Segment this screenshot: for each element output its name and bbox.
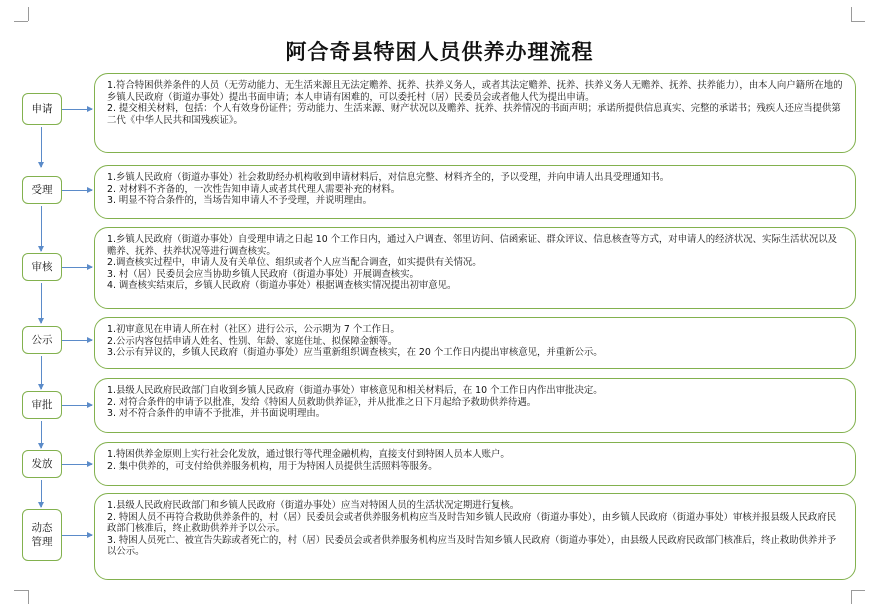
crop-mark-bottom-right bbox=[851, 590, 852, 604]
step-box-dynamic-management bbox=[94, 493, 856, 580]
stage-disburse bbox=[22, 450, 62, 478]
step-line: 4. 调查核实结束后，乡镇人民政府（街道办事处）根据调查核实情况提出初审意见。 bbox=[107, 280, 457, 291]
stage-publicize bbox=[22, 326, 62, 354]
connector-arrow bbox=[62, 340, 92, 341]
stage-dynamic-management bbox=[22, 509, 62, 561]
step-box-disburse bbox=[94, 442, 856, 486]
step-line: 2.调查核实过程中，申请人及有关单位、组织或者个人应当配合调查，如实提供有关情况。 bbox=[107, 257, 482, 268]
step-line: 1.乡镇人民政府（街道办事处）自受理申请之日起 10 个工作日内，通过入户调查、邻里访问、信函索证、群众评议、信息核查等方式，对申请人的经济状况、实际生活状况以及赡养、抚养、扶养状况等进行调查核实。 bbox=[107, 234, 837, 257]
crop-mark-bottom-left bbox=[28, 590, 29, 604]
flow-down-arrow bbox=[41, 356, 42, 389]
stage-label: 发放 bbox=[31, 458, 53, 470]
crop-mark-top-right bbox=[851, 21, 865, 22]
stage-label-line-1: 动态 bbox=[31, 522, 53, 534]
stage-approve bbox=[22, 391, 62, 419]
crop-mark-top-left bbox=[28, 7, 29, 21]
flow-down-arrow bbox=[41, 283, 42, 323]
step-box-publicize bbox=[94, 317, 856, 369]
step-line: 2. 集中供养的，可支付给供养服务机构，用于为特困人员提供生活照料等服务。 bbox=[107, 460, 438, 472]
connector-arrow bbox=[62, 535, 92, 536]
step-box-approve bbox=[94, 378, 856, 433]
stage-apply bbox=[22, 93, 62, 125]
stage-accept bbox=[22, 176, 62, 204]
step-box-review bbox=[94, 227, 856, 309]
step-line: 1.乡镇人民政府（街道办事处）社会救助经办机构收到申请材料后，对信息完整、材料齐全的，予以受理，并向申请人出具受理通知书。 bbox=[107, 172, 670, 183]
crop-mark-bottom-right bbox=[851, 590, 865, 591]
step-line: 3. 特困人员死亡、被宣告失踪或者死亡的，村（居）民委员会或者供养服务机构应当及时告知乡镇人民政府（街道办事处），由县级人民政府民政部门核准后，终止救助供养并予以公示。 bbox=[107, 534, 837, 557]
crop-mark-bottom-left bbox=[14, 590, 28, 591]
crop-mark-top-right bbox=[851, 7, 852, 21]
flow-down-arrow bbox=[41, 206, 42, 251]
flow-down-arrow bbox=[41, 480, 42, 507]
page-title: 阿合奇县特困人员供养办理流程 bbox=[285, 40, 594, 64]
step-line: 1.县级人民政府民政部门和乡镇人民政府（街道办事处）应当对特困人员的生活状况定期进行复核。 bbox=[107, 500, 520, 511]
stage-label-line-2: 管理 bbox=[31, 536, 53, 548]
step-line: 1.特困供养金原则上实行社会化发放，通过银行等代理金融机构，直接支付到特困人员本人账户。 bbox=[107, 449, 510, 460]
flow-down-arrow bbox=[41, 421, 42, 448]
step-line: 3.公示有异议的，乡镇人民政府（街道办事处）应当重新组织调查核实，在 20 个工作日内提出审核意见，并重新公示。 bbox=[107, 347, 603, 358]
step-line: 1.县级人民政府民政部门自收到乡镇人民政府（街道办事处）审核意见和相关材料后，在 10 个工作日内作出审批决定。 bbox=[107, 385, 603, 396]
step-line: 1.符合特困供养条件的人员（无劳动能力、无生活来源且无法定赡养、抚养、扶养义务人，或者其法定赡养、抚养、扶养义务人无赡养、抚养、扶养能力），由本人向户籍所在地的乡镇人民政府（街道办事处）提出书面申请；本人申请有困难的，可以委托村（居）民委员会或者他人代为提出申请。 bbox=[107, 80, 843, 103]
step-line: 2.公示内容包括申请人姓名、性别、年龄、家庭住址、拟保障金额等。 bbox=[107, 335, 398, 347]
step-box-apply bbox=[94, 73, 856, 153]
stage-label: 审核 bbox=[31, 261, 53, 273]
step-line: 2. 提交相关材料，包括：个人有效身份证件；劳动能力、生活来源、财产状况以及赡养、抚养、扶养情况的书面声明；承诺所提供信息真实、完整的承诺书；残疾人还应当提供第二代《中华人民共和国残疾证》。 bbox=[107, 103, 841, 126]
flow-down-arrow bbox=[41, 127, 42, 167]
connector-arrow bbox=[62, 464, 92, 465]
step-line: 3. 明显不符合条件的，当场告知申请人不予受理，并说明理由。 bbox=[107, 195, 373, 206]
stage-label: 公示 bbox=[31, 334, 53, 346]
step-line: 1.初审意见在申请人所在村（社区）进行公示，公示期为 7 个工作日。 bbox=[107, 324, 400, 335]
stage-review bbox=[22, 253, 62, 281]
connector-arrow bbox=[62, 190, 92, 191]
connector-arrow bbox=[62, 267, 92, 268]
stage-label: 审批 bbox=[31, 399, 53, 411]
connector-arrow bbox=[62, 405, 92, 406]
step-line: 3. 村（居）民委员会应当协助乡镇人民政府（街道办事处）开展调查核实。 bbox=[107, 268, 419, 280]
crop-mark-top-left bbox=[14, 21, 28, 22]
step-line: 3. 对不符合条件的申请不予批准，并书面说明理由。 bbox=[107, 408, 326, 419]
stage-label: 申请 bbox=[31, 103, 53, 115]
step-line: 2. 对符合条件的申请予以批准，发给《特困人员救助供养证》，并从批准之日下月起给予救助供养待遇。 bbox=[107, 396, 537, 408]
step-line: 2. 对材料不齐备的，一次性告知申请人或者其代理人需要补充的材料。 bbox=[107, 183, 401, 195]
step-line: 2. 特困人员不再符合救助供养条件的，村（居）民委员会或者供养服务机构应当及时告知乡镇人民政府（街道办事处），由乡镇人民政府（街道办事处）审核并报县级人民政府民政部门核准后，终止救助供养并予以公示。 bbox=[107, 511, 837, 534]
connector-arrow bbox=[62, 109, 92, 110]
step-box-accept bbox=[94, 165, 856, 219]
stage-label: 受理 bbox=[31, 184, 53, 196]
